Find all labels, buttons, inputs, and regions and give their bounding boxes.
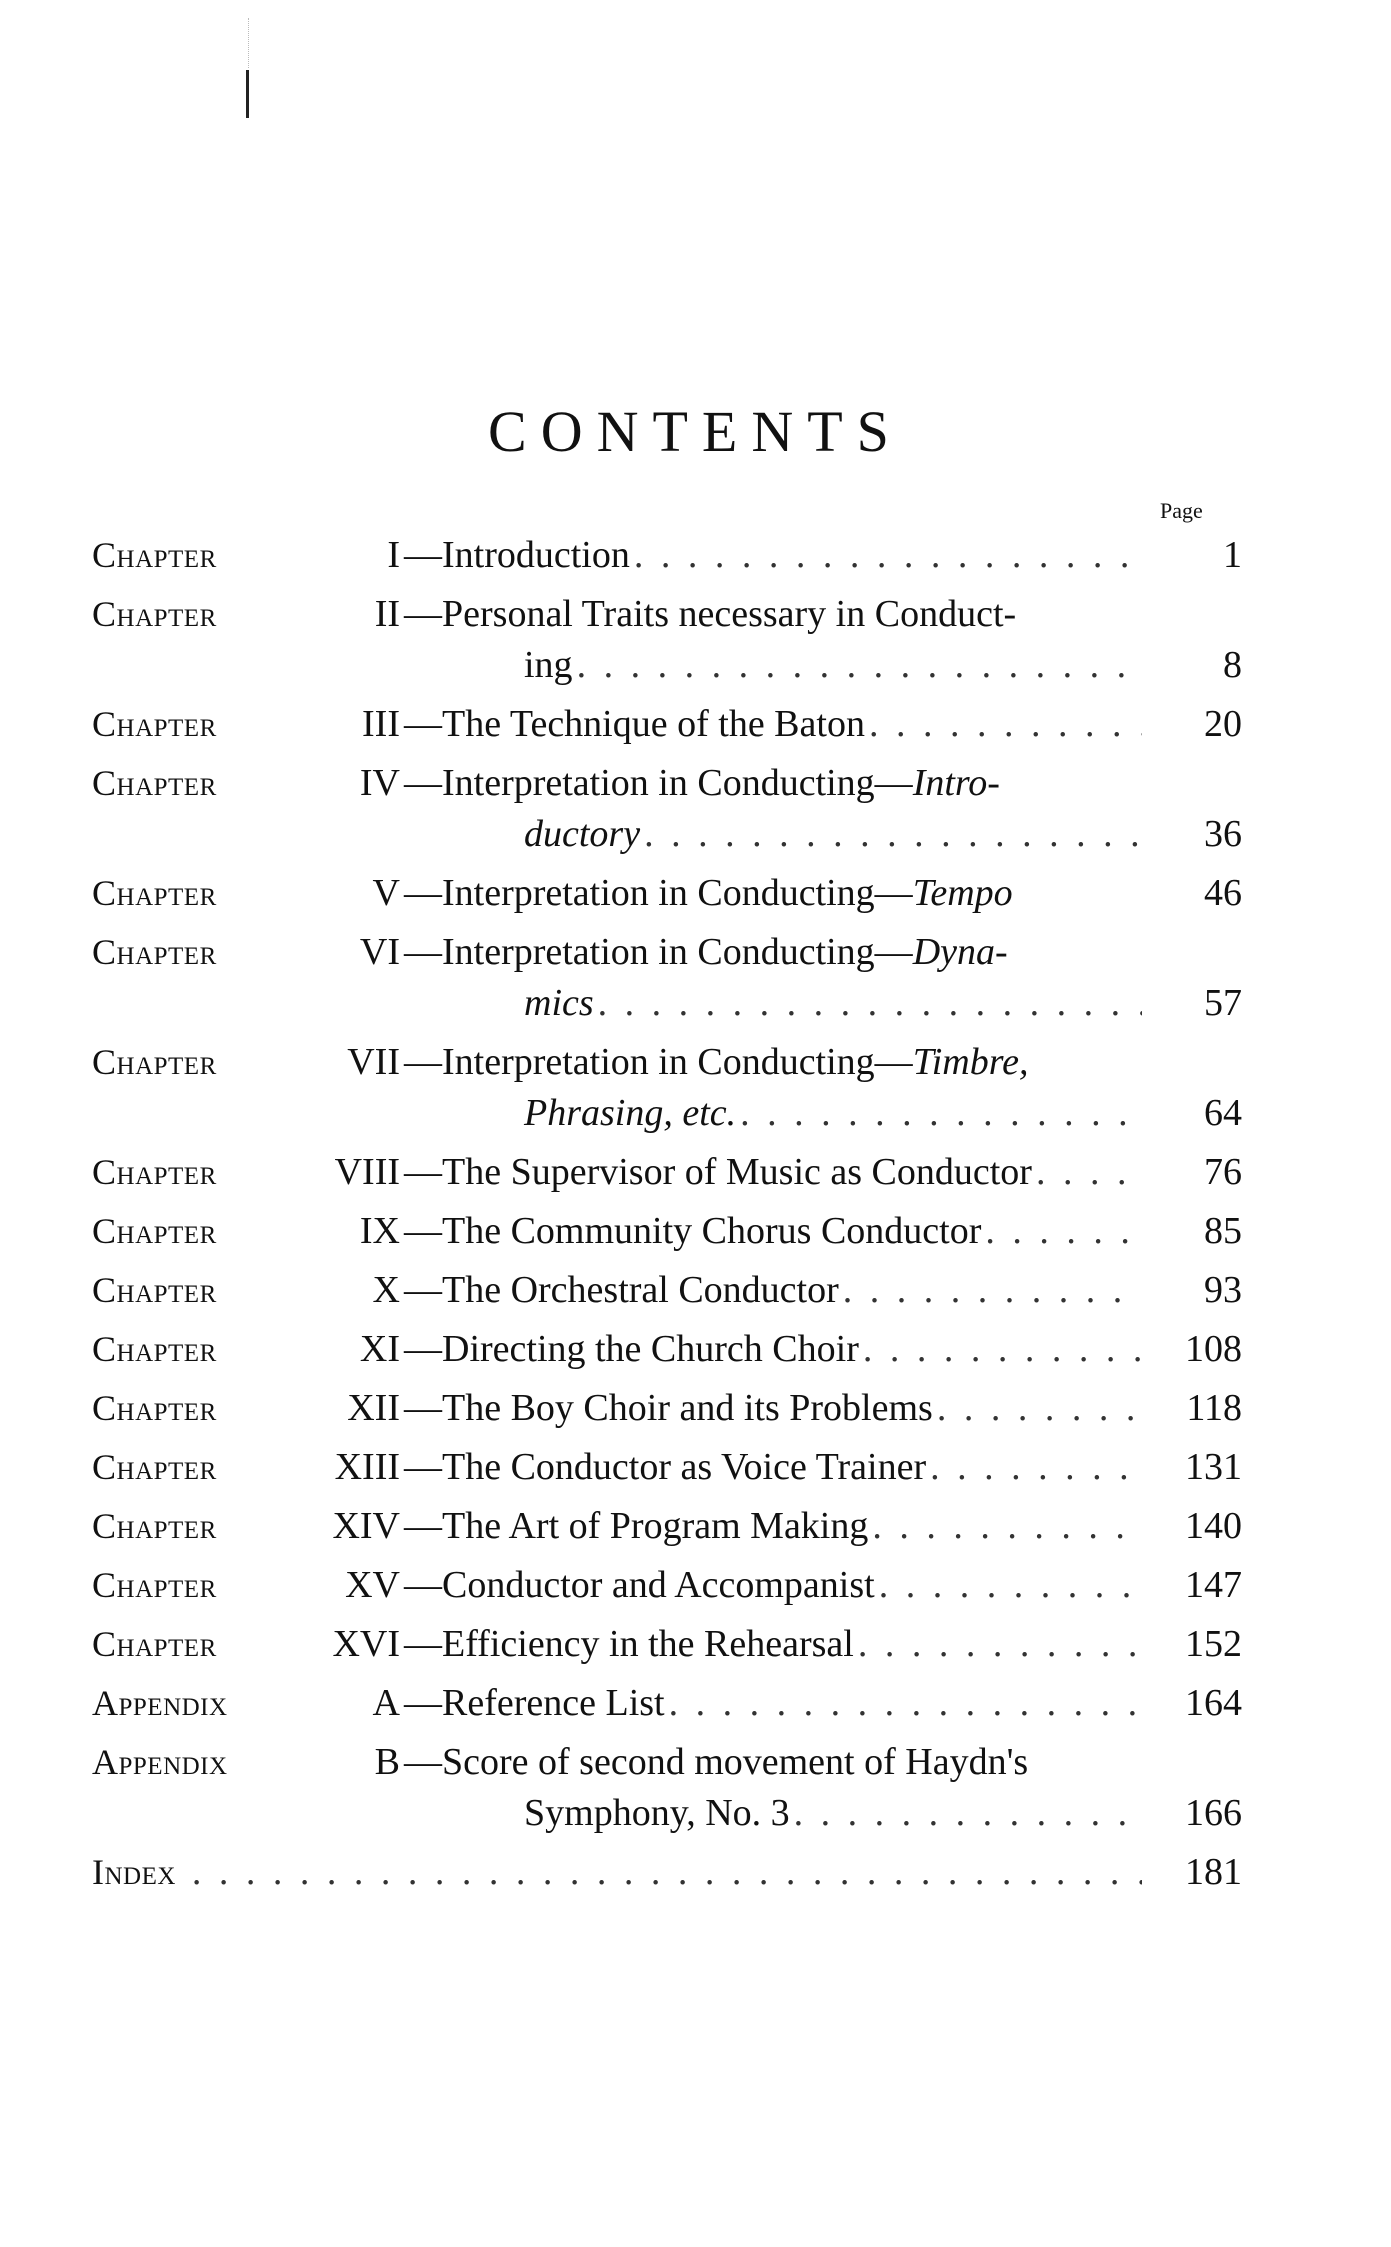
entry-label: Chapter: [92, 1270, 217, 1310]
entry-line: [404, 758, 1242, 809]
toc-entry-chapter-14: [92, 1501, 1242, 1552]
entry-page: 46: [1204, 872, 1242, 914]
dot-leader: [669, 1678, 1142, 1729]
entry-title-continued: Symphony, No. 3: [524, 1792, 790, 1834]
toc-entry-chapter-8: [92, 1147, 1242, 1198]
entry-body: [400, 1737, 1242, 1839]
dot-leader: [872, 1501, 1142, 1552]
toc-entry-index: [92, 1847, 1242, 1898]
entry-line: [404, 1383, 1242, 1434]
entry-label: Chapter: [92, 932, 217, 972]
entry-title-continued: Phrasing, etc.: [524, 1092, 737, 1134]
toc-entry-chapter-12: [92, 1383, 1242, 1434]
toc-entry-chapter-1: [92, 530, 1242, 581]
dot-leader: [930, 1442, 1142, 1493]
entry-line-continued: [404, 1788, 1242, 1839]
entry-number: XIV: [332, 1505, 400, 1547]
scan-mark-dots: [248, 18, 250, 68]
toc-entry-chapter-10: [92, 1265, 1242, 1316]
entry-number: II: [374, 593, 400, 635]
entry-number: XIII: [334, 1446, 400, 1488]
entry-number: X: [372, 1269, 400, 1311]
entry-title: —The Art of Program Making: [404, 1505, 869, 1547]
entry-label: Chapter: [92, 704, 217, 744]
entry-line-continued: [404, 978, 1242, 1029]
entry-number: XII: [347, 1387, 400, 1429]
entry-body: [400, 868, 1242, 919]
entry-title: —Personal Traits necessary in Conduct-: [404, 593, 1017, 635]
entry-page: 8: [1223, 644, 1242, 686]
entry-number: XI: [359, 1328, 400, 1370]
entry-page: 108: [1185, 1328, 1242, 1370]
entry-page: 1: [1223, 534, 1242, 576]
entry-page: 152: [1185, 1623, 1242, 1665]
dot-leader: [879, 1560, 1142, 1611]
entry-body: [400, 699, 1242, 750]
entry-title-continued: ductory: [524, 813, 641, 855]
scan-mark: [246, 70, 249, 118]
entry-title: —The Boy Choir and its Problems: [404, 1387, 933, 1429]
page-title: CONTENTS: [488, 399, 903, 464]
entry-page: 140: [1185, 1505, 1242, 1547]
entry-label: Chapter: [92, 1388, 217, 1428]
dot-leader: [985, 1206, 1142, 1257]
dot-leader: [843, 1265, 1142, 1316]
entry-line-continued: [404, 640, 1242, 691]
entry-number: III: [362, 703, 400, 745]
toc-entry-chapter-5: [92, 868, 1242, 919]
entry-line-continued: [404, 809, 1242, 860]
entry-body: [400, 1383, 1242, 1434]
entry-number: I: [387, 534, 400, 576]
entry-title-continued: mics: [524, 982, 594, 1024]
entry-page: 20: [1204, 703, 1242, 745]
entry-page: 85: [1204, 1210, 1242, 1252]
entry-number: XVI: [332, 1623, 400, 1665]
entry-body: [400, 530, 1242, 581]
entry-number: B: [374, 1741, 400, 1783]
entry-body: [400, 1206, 1242, 1257]
toc-entry-chapter-2: [92, 589, 1242, 691]
entry-label: Chapter: [92, 1329, 217, 1369]
entry-line: [404, 1560, 1242, 1611]
entry-title: —The Technique of the Baton: [404, 703, 865, 745]
entry-body: [400, 1678, 1242, 1729]
dot-leader: [858, 1619, 1142, 1670]
entry-label: Chapter: [92, 763, 217, 803]
entry-label: Chapter: [92, 1624, 217, 1664]
entry-line: [404, 530, 1242, 581]
entry-label: Chapter: [92, 535, 217, 575]
entry-line: [180, 1847, 1242, 1898]
entry-label: Chapter: [92, 1042, 217, 1082]
entry-line: [404, 1265, 1242, 1316]
toc-entry-chapter-4: [92, 758, 1242, 860]
entry-body: [400, 1147, 1242, 1198]
entry-line: [404, 1324, 1242, 1375]
page-column-header: Page: [1160, 498, 1203, 523]
entry-title: —Directing the Church Choir: [404, 1328, 859, 1370]
entry-title: —Reference List: [404, 1682, 665, 1724]
entry-label: Appendix: [92, 1683, 228, 1723]
entry-number: VI: [359, 931, 400, 973]
toc-entry-appendix-a: [92, 1678, 1242, 1729]
toc-entry-chapter-7: [92, 1037, 1242, 1139]
entry-title: —Interpretation in Conducting—: [404, 762, 913, 804]
entry-title-italic: Timbre,: [912, 1041, 1029, 1083]
entry-line: [404, 1619, 1242, 1670]
dot-leader: [644, 809, 1142, 860]
entry-label: Chapter: [92, 1152, 217, 1192]
entry-label: Appendix: [92, 1742, 228, 1782]
toc-entry-chapter-15: [92, 1560, 1242, 1611]
entry-title: —The Community Chorus Conductor: [404, 1210, 982, 1252]
dot-leader: [869, 699, 1142, 750]
entry-label: Chapter: [92, 873, 217, 913]
entry-title: —The Conductor as Voice Trainer: [404, 1446, 927, 1488]
entry-line: [404, 1147, 1242, 1198]
entry-body: [400, 1442, 1242, 1493]
table-of-contents: [92, 520, 1242, 1898]
entry-title: —Score of second movement of Haydn's: [404, 1741, 1029, 1783]
dot-leader: [634, 530, 1142, 581]
dot-leader: [794, 1788, 1142, 1839]
entry-title-continued: ing: [524, 644, 573, 686]
entry-title-italic: Dyna-: [912, 931, 1008, 973]
toc-entry-chapter-16: [92, 1619, 1242, 1670]
entry-line: [404, 1206, 1242, 1257]
entry-body: [400, 1037, 1242, 1139]
entry-label: Chapter: [92, 594, 217, 634]
entry-line-continued: [404, 1088, 1242, 1139]
toc-entry-chapter-3: [92, 699, 1242, 750]
entry-page: 181: [1185, 1851, 1242, 1893]
entry-body: [400, 1324, 1242, 1375]
entry-line: [404, 1678, 1242, 1729]
dot-leader: [740, 1088, 1142, 1139]
entry-title: —The Supervisor of Music as Conductor: [404, 1151, 1032, 1193]
entry-title-italic: Intro-: [912, 762, 1000, 804]
entry-line: [404, 1737, 1242, 1788]
entry-body: [400, 1265, 1242, 1316]
entry-title-italic: Tempo: [912, 872, 1013, 914]
dot-leader: [1036, 1147, 1142, 1198]
dot-leader: [577, 640, 1142, 691]
entry-body: [400, 1501, 1242, 1552]
entry-title: —Conductor and Accompanist: [404, 1564, 875, 1606]
entry-number: IX: [359, 1210, 400, 1252]
entry-body: [400, 927, 1242, 1029]
dot-leader: [192, 1847, 1142, 1898]
entry-label: Chapter: [92, 1506, 217, 1546]
entry-line: [404, 1442, 1242, 1493]
entry-page: 76: [1204, 1151, 1242, 1193]
entry-page: 166: [1185, 1792, 1242, 1834]
entry-line: [404, 1037, 1242, 1088]
entry-line: [404, 589, 1242, 640]
entry-page: 131: [1185, 1446, 1242, 1488]
entry-line: [404, 868, 1242, 919]
entry-body: [176, 1847, 1242, 1898]
entry-number: XV: [345, 1564, 400, 1606]
toc-entry-chapter-11: [92, 1324, 1242, 1375]
entry-line: [404, 699, 1242, 750]
dot-leader: [598, 978, 1142, 1029]
entry-label: Chapter: [92, 1565, 217, 1605]
entry-body: [400, 1560, 1242, 1611]
entry-page: 164: [1185, 1682, 1242, 1724]
entry-page: 118: [1186, 1387, 1242, 1429]
entry-page: 36: [1204, 813, 1242, 855]
toc-entry-chapter-9: [92, 1206, 1242, 1257]
toc-entry-chapter-13: [92, 1442, 1242, 1493]
entry-number: VIII: [334, 1151, 400, 1193]
entry-label: Chapter: [92, 1211, 217, 1251]
entry-label: Index: [92, 1852, 176, 1892]
dot-leader: [937, 1383, 1142, 1434]
entry-number: VII: [347, 1041, 400, 1083]
entry-line: [404, 1501, 1242, 1552]
entry-label: Chapter: [92, 1447, 217, 1487]
entry-line: [404, 927, 1242, 978]
entry-body: [400, 589, 1242, 691]
entry-title: —Interpretation in Conducting—: [404, 931, 913, 973]
entry-body: [400, 1619, 1242, 1670]
entry-page: 93: [1204, 1269, 1242, 1311]
entry-title: —Introduction: [404, 534, 630, 576]
entry-page: 64: [1204, 1092, 1242, 1134]
dot-leader: [863, 1324, 1142, 1375]
entry-number: V: [372, 872, 400, 914]
entry-number: A: [372, 1682, 400, 1724]
entry-title: —The Orchestral Conductor: [404, 1269, 839, 1311]
entry-number: IV: [359, 762, 400, 804]
entry-body: [400, 758, 1242, 860]
toc-entry-appendix-b: [92, 1737, 1242, 1839]
entry-title: —Interpretation in Conducting—: [404, 872, 913, 914]
toc-entry-chapter-6: [92, 927, 1242, 1029]
entry-title: —Interpretation in Conducting—: [404, 1041, 913, 1083]
entry-page: 147: [1185, 1564, 1242, 1606]
entry-title: —Efficiency in the Rehearsal: [404, 1623, 854, 1665]
entry-page: 57: [1204, 982, 1242, 1024]
